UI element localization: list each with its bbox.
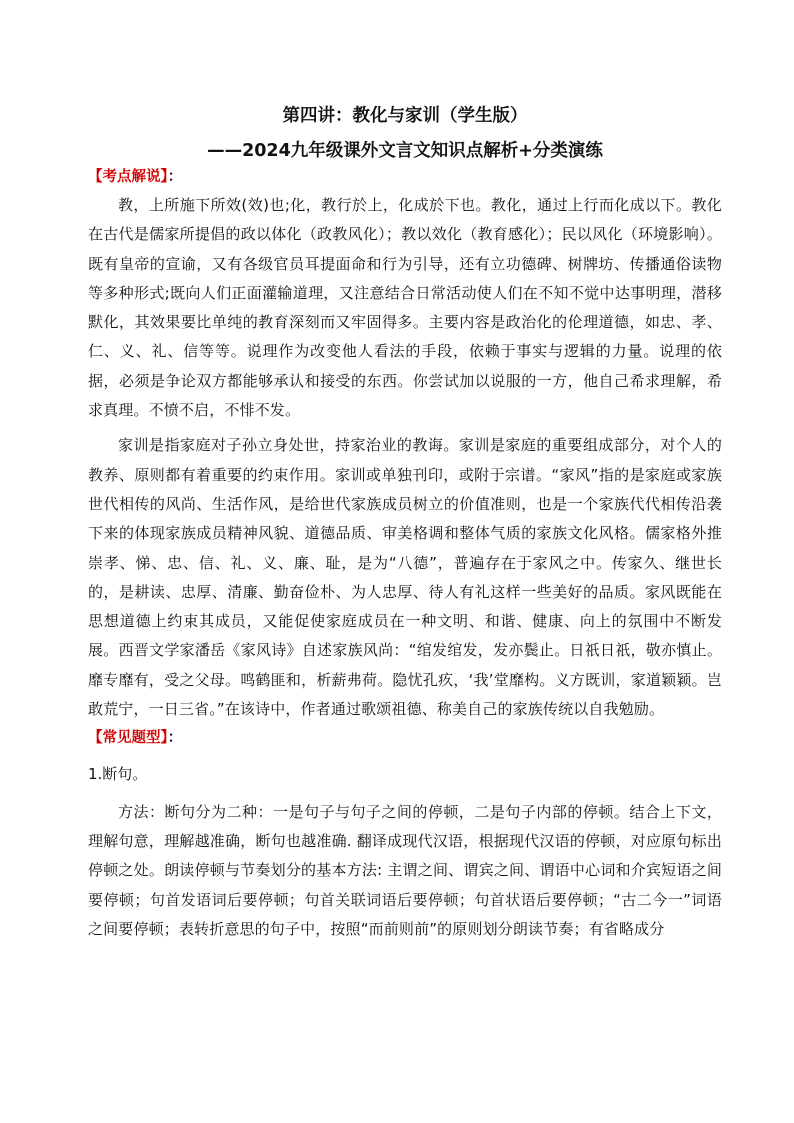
bracket-open: 【 [88, 169, 103, 185]
bracket-close: 】 [160, 169, 168, 185]
bracket-open: 【 [88, 730, 103, 747]
paragraph-duanju-method: 方法：断句分为二种：一是句子与句子之间的停顿，二是句子内部的停顿。结合上下文，理解句意，理解越准确，断句也越准确. 翻译成现代汉语，根据现代汉语的停顿，对应原句标出停顿之处。朗读停顿与节奏划分的基本方法: 主谓之间、谓宾之间、谓语中心词和介宾短语之间要停顿；句首发语词后要停顿；句首关联词语后要停顿；句首状语后要停顿；“古二今一”词语之间要停顿；表转折意思的句子中，按照“而前则前”的原则划分朗读节奏；有省略成分 [88, 802, 722, 938]
bracket-close: 】 [160, 730, 168, 747]
heading-colon: ： [167, 169, 183, 185]
page-title: 第四讲：教化与家训（学生版） [282, 106, 528, 126]
paragraph-jiaohua: 教，上所施下所效(效)也;化，教行於上，化成於下也。教化，通过上行而化成以下。教化在古代是儒家所提倡的政以体化（政教风化）；教以效化（教育感化）；民以风化（环境影响）。既有皇帝的宣谕，又有各级官员耳提面命和行为引导，还有立功德碑、树牌坊、传播通俗读物等多种形式;既向人们正面灌输道理，又注意结合日常活动使人们在不知不觉中达事明理，潜移默化，其效果要比单纯的教育深刻而又牢固得多。主要内容是政治化的伦理道德，如忠、孝、仁、义、礼、信等等。说理作为改变他人看法的手段，依赖于事实与逻辑的力量。说理的依据，必须是争论双方都能够承认和接受的东西。你尝试加以说服的一方，他自己希求理解，希求真理。不愤不启，不悱不发。 [88, 196, 722, 420]
heading-colon: ： [167, 730, 183, 747]
section-heading-changjian [88, 728, 722, 748]
section-label: 考点解说 [102, 169, 161, 185]
page-subtitle: ——2024九年级课外文言文知识点解析+分类演练 [207, 141, 603, 161]
paragraph-jiaxun: 家训是指家庭对子孙立身处世，持家治业的教诲。家训是家庭的重要组成部分，对个人的教养、原则都有着重要的约束作用。家训或单独刊印，或附于宗谱。“家风”指的是家庭或家族世代相传的风尚、生活作风，是给世代家族成员树立的价值准则，也是一个家族代代相传沿袭下来的体现家族成员精神风貌、道德品质、审美格调和整体气质的家族文化风格。儒家格外推崇孝、悌、忠、信、礼、义、廉、耻，是为“八德”，普遍存在于家风之中。传家久、继世长的，是耕读、忠厚、清廉、勤奋俭朴、为人忠厚、待人有礼这样一些美好的品质。家风既能在思想道德上约束其成员，又能促使家庭成员在一种文明、和谐、健康、向上的氛围中不断发展。西晋文学家潘岳《家风诗》自述家族风尚：“绾发绾发，发亦鬓止。日祇日祇，敬亦慎止。靡专靡有，受之父母。鸣鹤匪和，析薪弗荷。隐忧孔疚，‘我’堂靡构。义方既训，家道颖颖。岂敢荒宁，一日三省。”在该诗中，作者通过歌颂祖德、称美自己的家族传统以自我勉励。 [88, 436, 722, 719]
section-label: 常见题型 [102, 730, 161, 747]
section-heading-kaodian [88, 167, 722, 187]
question-type-1: 1.断句。 [88, 765, 148, 784]
document-content [88, 100, 722, 944]
